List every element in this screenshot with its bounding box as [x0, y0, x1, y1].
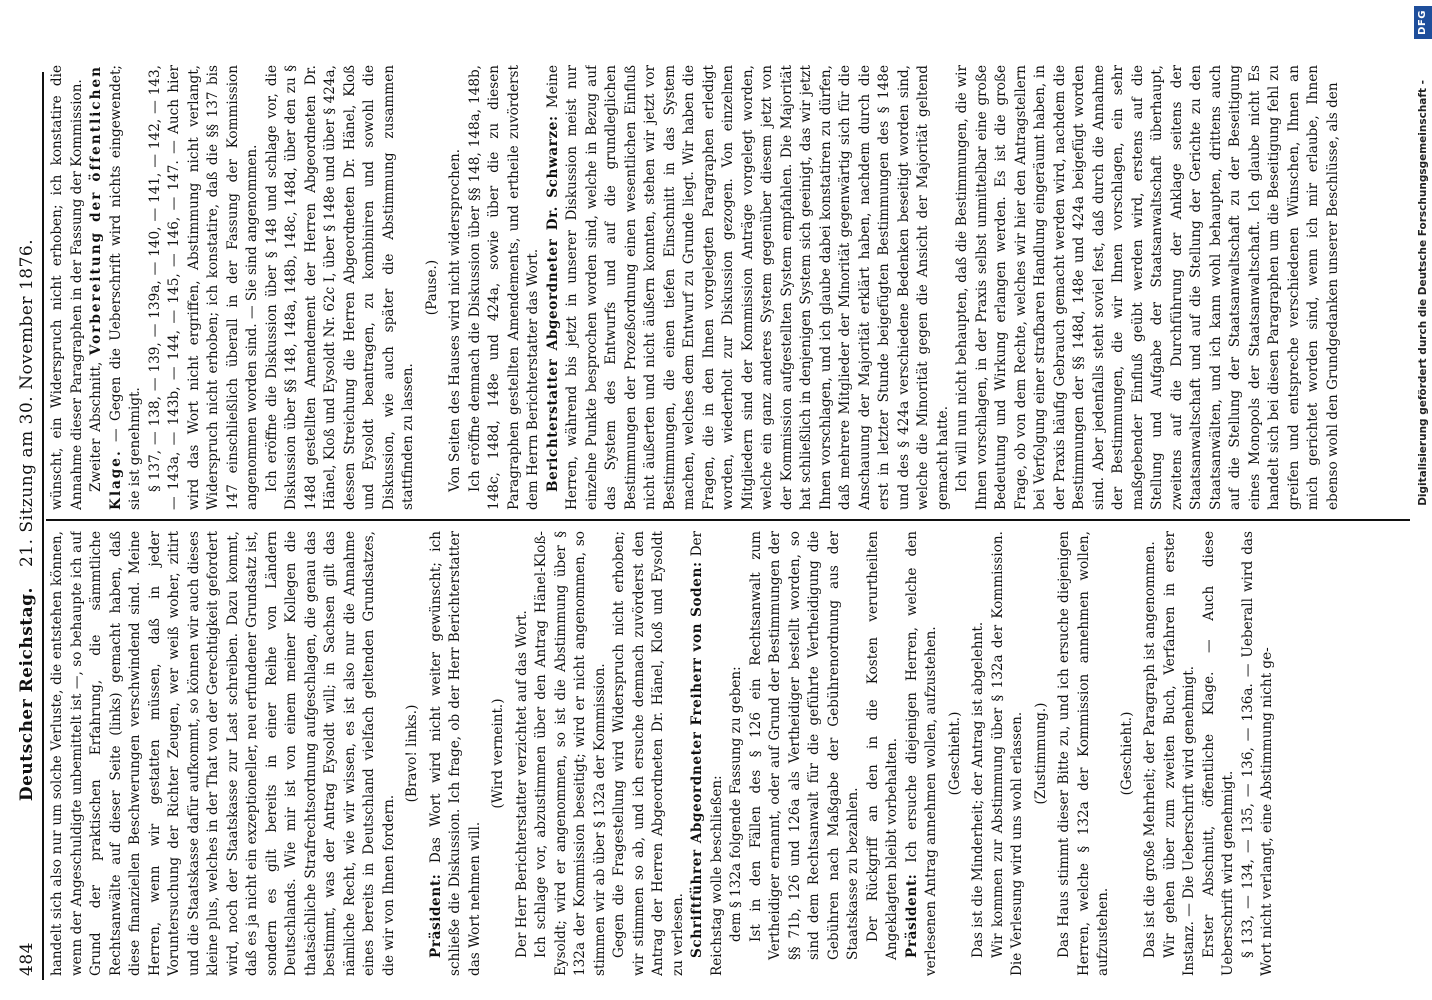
paragraph: Das ist die Minderheit; der Antrag ist abgelehnt.: [970, 621, 986, 958]
column-divider: [46, 520, 1410, 522]
publication-title: Deutscher Reichstag.: [17, 587, 37, 802]
paragraph: § 133, — 134, — 135, — 136, — 136a. — Ueberall wird das Wort nicht verlangt, eine Abstimmung nicht ge-: [1239, 531, 1275, 976]
applause-note: (Bravo! links.): [404, 704, 420, 803]
credit-text: [1414, 0, 1432, 1000]
speaker-label: Präsident:: [427, 873, 444, 958]
paragraph: [427, 531, 486, 976]
paragraph: Ich eröffne demnach die Diskussion über §§ 148, 148a, 148b, 148c, 148d, 148e und 424a, sowie über die zu diesen Paragraphen gestellten Amendements, und ertheile zuvörderst dem Herrn Berichterstatter das Wort.: [466, 65, 541, 510]
right-column: [48, 65, 1408, 510]
speaker-label: Präsident:: [903, 873, 920, 958]
speaker-label: Berichterstatter Abgeordneter Dr. Schwarze:: [544, 115, 561, 492]
paragraph: Erster Abschnitt, öffentliche Klage. — Auch diese Ueberschrift wird genehmigt.: [1200, 531, 1236, 976]
paragraph: [903, 531, 942, 976]
speech-text: Meine Herren, während bis jetzt in unserer Diskussion meist nur einzelne Punkte besprochen worden sind, welche in Bezug auf das System des Entwurfs und auf die grundleglichen Bestimmungen der Prozeßordnung einen wesentlichen Einfluß nicht äußerten und nicht äußern konnten, stehen wir jetzt vor Bestimmungen, die einen tiefen Einschnitt in das System machen, welches dem Entwurf zu Grunde liegt. Wir haben die Fragen, die in den Ihnen vorgelegten Paragraphen erledigt worden, wiederholt zur Diskussion gezogen. Von einzelnen Mitgliedern sind der Kommission Anträge vorgelegt worden, welche ein ganz anderes System gegenüber diesem jetzt von der Kommission aufgestellten System empfahlen. Die Majorität hat schließlich in denjenigen System sich geeinigt, das wir jetzt Ihnen vorschlagen, und ich glaube dabei konstatiren zu dürfen, daß mehrere Mitglieder der Minorität gegenwärtig sich für die Anschauung der Majorität erklärt haben, nachdem durch die erst in letzter Stunde beigefügten Bestimmungen des § 148e und des § 424a verschiedene Bedenken beseitigt worden sind, welche die Minorität gegen die Ansicht der Majorität geltend gemacht hatte.: [544, 65, 951, 510]
paragraph: handelt sich also nur um solche Verluste, die entstehen können, wenn der Angeschuldigte unbemittelt ist —, so behaupte ich auf Grund der praktischen Erfahrung, die sämmtliche Rechtsanwälte auf dieser Seite (links) gemacht haben, daß diese finanziellen Beschwerungen verschwindend sind. Meine Herren, wenn wir gestatten müssen, daß in jeder Voruntersuchung der Richter Zeugen, wer weiß woher, zitirt und die Staatskasse dafür aufkommt, so können wir auch dieses kleine plus, welches in der That von der Gerechtigkeit gefordert wird, noch der Staatskasse zur Last schreiben. Dazu kommt, daß es ja nicht ein exzeptioneller, neu erfundener Grundsatz ist, sondern es gilt bereits in einer Reihe von Ländern Deutschlands. Wie mir ist von einem meiner Kollegen die thatsächliche Strafrechtsordnung aufgeschlagen, die genau das bestimmt, was der Antrag Eysoldt will; in Sachsen gilt das nämliche Recht, wie wir wissen, es ist also nur die Annahme eines bereits in Deutschland vielfach geltenden Grundsatzes, die wir von Ihnen fordern.: [49, 531, 397, 976]
left-column: [48, 531, 1408, 976]
paragraph: wünscht, ein Widerspruch nicht erhoben; ich konstatire die Annahme dieser Paragraphen in der Fassung der Kommission.: [49, 65, 85, 510]
dfg-logo: DFG: [1414, 6, 1432, 39]
paragraph: Wir kommen zur Abstimmung über § 132a der Kommission. Die Verlesung wird uns wohl erlassen.: [989, 531, 1025, 976]
section-label: Zweiter Abschnitt,: [88, 355, 104, 492]
page-number: 484: [17, 942, 37, 976]
quoted-motion: Ist in den Fällen des § 126 ein Rechtsanwalt zum Vertheidiger ernannt, oder auf Grund der Bestimmungen der §§ 71b, 126 und 126a als Vertheidiger bestellt worden, so sind dem Rechtsanwalt für die geführte Vertheidigung die Gebühren nach Maßgabe der Gebührenordnung aus der Staatskasse zu bezahlen.: [747, 531, 861, 960]
page-header: [14, 72, 44, 980]
paragraph: Ich eröffne die Diskussion über § 148 und schlage vor, die Diskussion über §§ 148, 148a, 148b, 148c, 148d, über den zu § 148d gestellten Amendement der Herren Abgeordneten Dr. Hänel, Kloß und Eysoldt Nr. 62c I, über § 148e und über § 424a, dessen Streichung die Herren Abgeordneten Dr. Hänel, Kloß und Eysoldt beantragen, zu kombiniren und sowohl die Diskussion, wie auch später die Abstimmung zusammen stattfinden zu lassen.: [263, 65, 416, 510]
stage-note: (Zustimmung.): [1032, 702, 1049, 805]
section-title: Vorbereitung der öffentlichen Klage.: [88, 65, 124, 510]
credit-label: Digitalisierung gefördert durch die Deutsche Forschungsgemeinschaft -: [1417, 80, 1429, 506]
paragraph: [688, 531, 727, 976]
paragraph: [87, 65, 146, 510]
paragraph: § 137, — 138, — 139, — 139a, — 140, — 141, — 142, — 143, — 143a, — 143b, — 144, — 145, — 146, — 147. — Auch hier wird das Wort nicht ergriffen, Abstimmung nicht verlangt, Widerspruch nicht erhoben; ich konstatire, daß die §§ 137 bis 147 einschließlich überall in der Fassung der Kommission angenommen worden sind. — Sie sind angenommen.: [146, 65, 260, 510]
stage-note: (Wird verneint.): [490, 698, 506, 809]
stage-note: (Pause.): [423, 259, 440, 316]
section-note: — Gegen die Ueberschrift wird nichts eingewendet; sie ist genehmigt.: [107, 65, 143, 510]
quoted-motion: dem § 132a folgende Fassung zu geben:: [728, 666, 744, 942]
session-date: 21. Sitzung am 30. November 1876.: [17, 238, 37, 568]
stage-note: (Geschieht.): [1118, 711, 1135, 796]
paragraph: Der Herr Berichterstatter verzichtet auf das Wort.: [513, 610, 530, 958]
paragraph: Das Haus stimmt dieser Bitte zu, und ich ersuche diejenigen Herren, welche § 132a der Kommission annehmen wollen, aufzustehen.: [1056, 531, 1111, 976]
header-title-line: [17, 200, 37, 840]
paragraph: Gegen die Fragestellung wird Widerspruch nicht erhoben; wir stimmen so ab, und ich ersuche demnach zuvörderst den Antrag der Herren Abgeordneten Dr. Hänel, Kloß und Eysoldt zu verlesen.: [611, 531, 686, 976]
paragraph: Ich schlage vor, abzustimmen über den Antrag Hänel-Kloß-Eysoldt; wird er angenommen, so ist die Abstimmung über § 132a der Kommission beseitigt; wird er nicht angenommen, so stimmen wir ab über § 132a der Kommission.: [533, 531, 608, 976]
stage-note: (Geschieht.): [946, 711, 963, 796]
speaker-label: Schriftführer Abgeordneter Freiherr von Soden:: [689, 561, 705, 958]
paragraph: Ich will nun nicht behaupten, daß die Bestimmungen, die wir Ihnen vorschlagen, in der Praxis selbst unmittelbar eine große Bedeutung und Wirkung erlangen werden. Es ist die große Frage, ob von dem Rechte, welches wir hier den Antragstellern bei Verfolgung einer strafbaren Handlung eingeräumt haben, in der Praxis häufig Gebrauch gemacht werden wird, nachdem die Bestimmungen der §§ 148d, 148e und 424a beigefügt worden sind. Aber jedenfalls steht soviel fest, daß durch die Annahme der Bestimmungen, die wir Ihnen vorschlagen, ein sehr maßgebender Einfluß geübt werden wird, erstens auf die Stellung und Aufgabe der Staatsanwaltschaft überhaupt, zweitens auf die Durchführung der Anklage seitens der Staatsanwaltschaft und auf die Stellung der Gerichte zu den Staatsanwälten, und ich kann wohl behaupten, drittens auch auf die Stellung der Staatsanwaltschaft zu der Beseitigung eines Monopols der Staatsanwaltschaft. Ich glaube nicht Es handelt sich bei diesen Paragraphen um die Beseitigung fehl zu greifen und entspreche verschiedenen Wünschen, Ihnen an mich gerichtet worden sind, wenn ich mir erlaube, Ihnen ebenso wohl den Grundgedanken unserer Beschlüsse, als den: [954, 65, 1341, 510]
speech-text: Ich ersuche diejenigen Herren, welche den verlesenen Antrag annehmen wollen, aufzustehen.: [903, 531, 939, 976]
speech-text: Das Wort wird nicht weiter gewünscht; ich schließe die Diskussion. Ich frage, ob der Herr Berichterstatter das Wort nehmen will.: [427, 531, 483, 976]
speech-text: Der Reichstag wolle beschließen:: [689, 531, 725, 976]
paragraph: Wir gehen über zum zweiten Buch, Verfahren in erster Instanz. — Die Ueberschrift wird genehmigt.: [1161, 531, 1197, 976]
digitization-credit: [1414, 0, 1432, 1000]
quoted-motion: Der Rückgriff an den in die Kosten verurtheilten Angeklagten bleibt vorbehalten.: [864, 531, 900, 960]
paragraph: [544, 65, 954, 510]
paragraph: Das ist die große Mehrheit; der Paragraph ist angenommen.: [1142, 541, 1158, 958]
paragraph: Von Seiten des Hauses wird nicht widersprochen.: [447, 148, 463, 492]
